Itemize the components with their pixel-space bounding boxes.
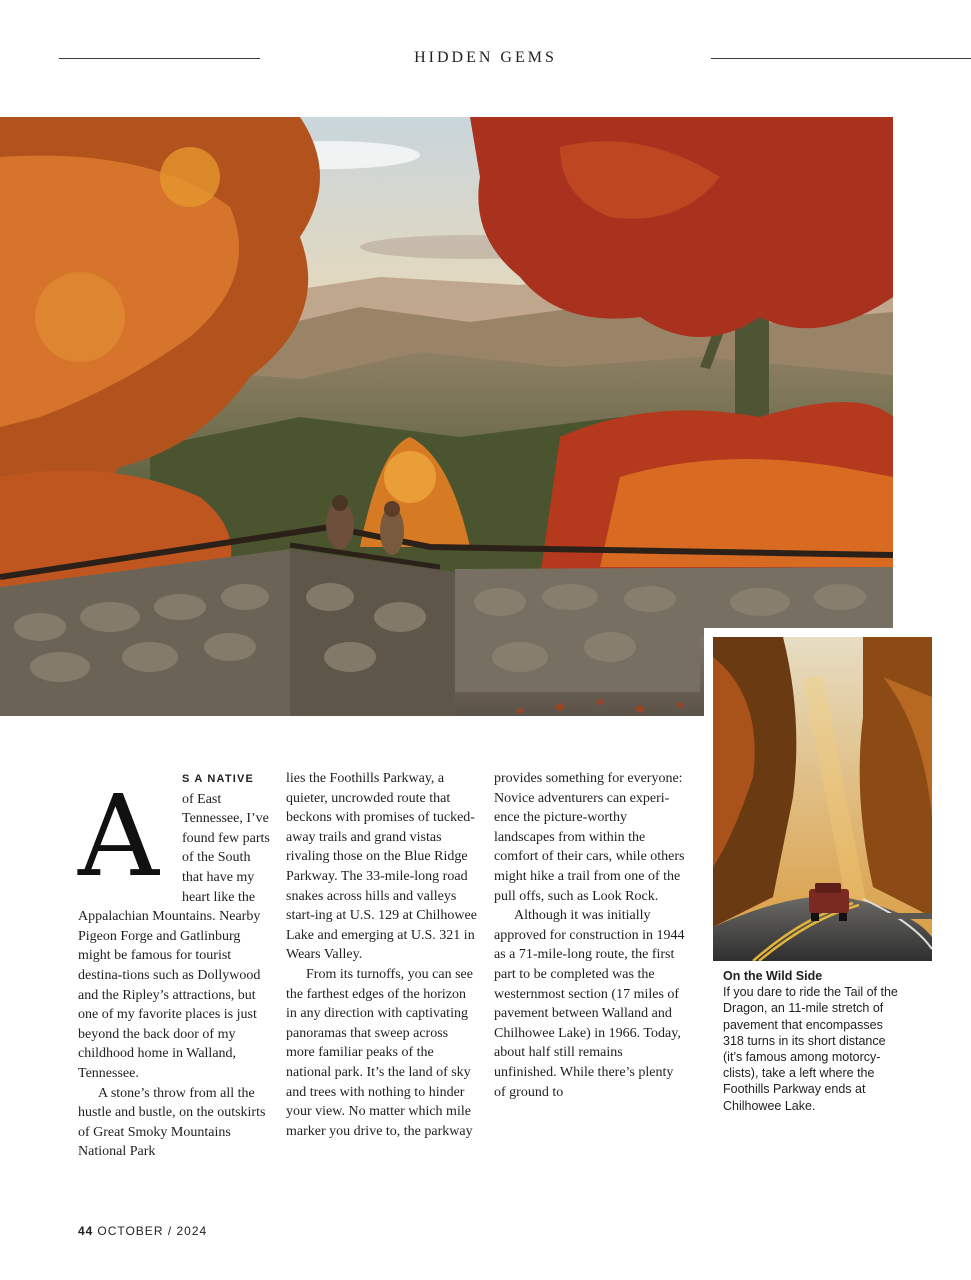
- photo-caption: [723, 968, 901, 1114]
- hero-photo-overlook: [0, 117, 893, 716]
- article-column-1: [78, 769, 272, 1162]
- lead-in-text: of East Tennessee, I’ve found few parts of the South that have my heart like the Appalachian Mountains. Nearby Pigeon Forge and Gatlinburg might be famous for tourist destina-tions such as Dollywood and the Ripley’s attractions, but one of my favorite places is just beyond the back door of my childhood home in Walland, Tennessee.: [78, 791, 270, 1081]
- article-paragraph: Although it was initially approved for construction in 1944 as a 71-mile-long route, the first part to be completed was the westernmost section (17 miles of pavement between Walland and Chilhowee Lake) in 1966. Today, about half still remains unfinished. While there’s plenty of ground to: [494, 908, 685, 1100]
- article-column-2: [286, 769, 480, 1141]
- article-paragraph: From its turnoffs, you can see the farthest edges of the horizon in any direction with captivating panoramas that sweep across more familiar peaks of the national park. It’s the land of sky and trees with nothing to hinder your view. No matter which mile marker you drive to, the parkway: [286, 966, 473, 1139]
- drop-cap: A: [78, 772, 159, 902]
- page-number: 44: [78, 1224, 94, 1238]
- header-rule-right: [711, 58, 971, 59]
- article-column-3: [494, 769, 688, 1102]
- article-paragraph: provides something for everyone: Novice adventurers can experi-ence the picture-worthy landscapes from within the comfort of their cars, while others might hike a trail from one of the pull offs, such as Look Rock.: [494, 771, 685, 904]
- section-title: HIDDEN GEMS: [414, 49, 557, 66]
- article-paragraph: lies the Foothills Parkway, a quieter, uncrowded route that beckons with promises of tucked-away trails and grand vistas rivaling those on the Blue Ridge Parkway. The 33-mile-long road snakes across hills and valleys start-ing at U.S. 129 at Chilhowee Lake and emerging at U.S. 321 in Wears Valley.: [286, 771, 477, 963]
- issue-date: OCTOBER / 2024: [97, 1224, 208, 1238]
- lead-in-caps: S A NATIVE: [182, 773, 255, 785]
- caption-title: On the Wild Side: [723, 969, 823, 983]
- article-paragraph: A stone’s throw from all the hustle and bustle, on the outskirts of Great Smoky Mountains National Park: [78, 1085, 266, 1160]
- page-footer: [78, 1224, 207, 1238]
- inset-photo-road: [713, 637, 932, 961]
- caption-text: If you dare to ride the Tail of the Dragon, an 11-mile stretch of pavement that encompasses 318 turns in its short distance (it’s famous among motorcy-clists), take a left where the Foothills Parkway ends at Chilhowee Lake.: [723, 985, 898, 1113]
